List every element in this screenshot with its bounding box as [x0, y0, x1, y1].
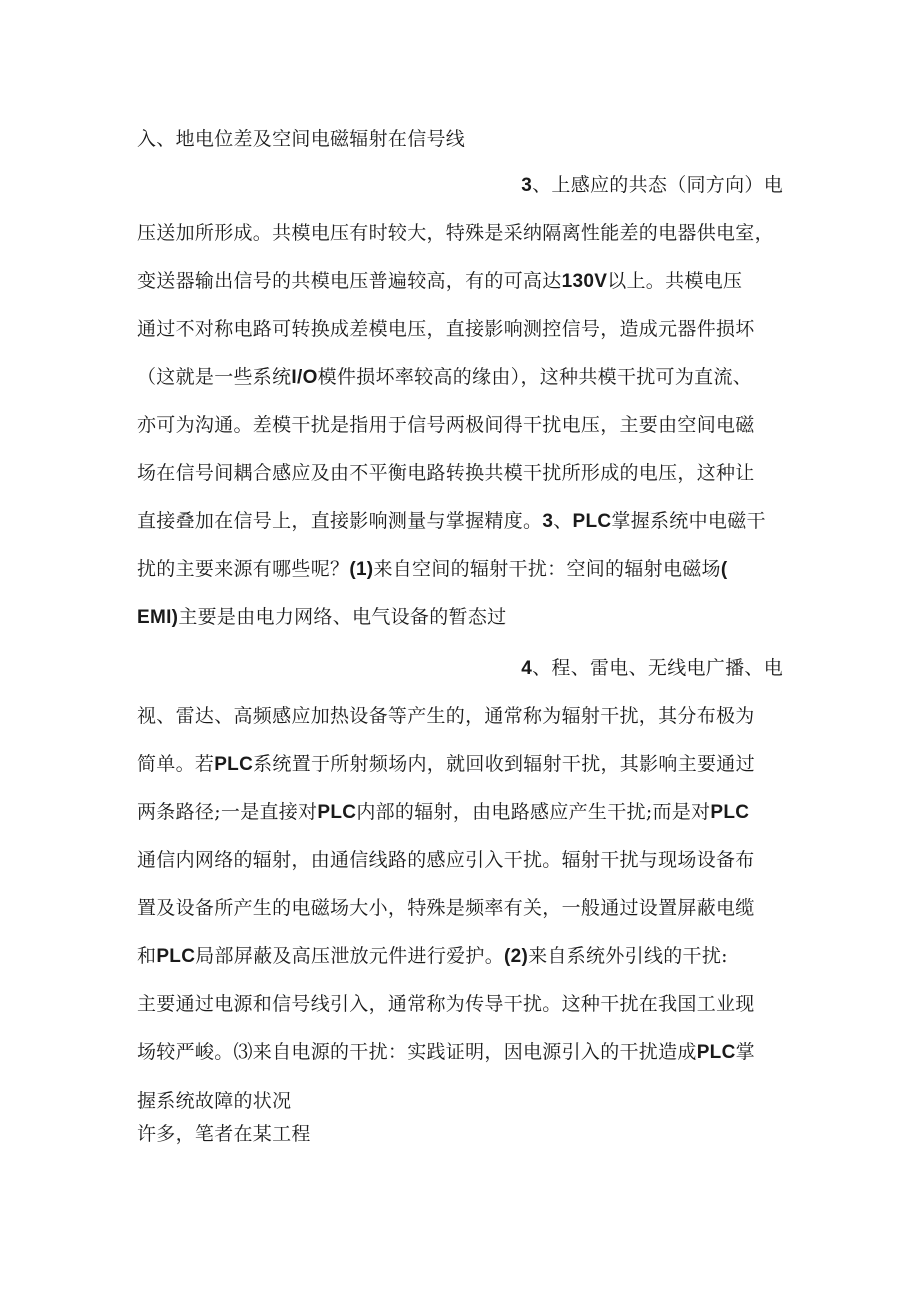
- text-line-9: 直接叠加在信号上，直接影响测量与掌握精度。3、PLC掌握系统中电磁干: [137, 510, 766, 532]
- text-line-2: 3、上感应的共态（同方向）电: [521, 174, 783, 196]
- text-line-14: 简单。若PLC系统置于所射频场内，就回收到辐射干扰，其影响主要通过: [137, 753, 755, 775]
- text-line-6: （这就是一些系统I/O模件损坏率较高的缘由），这种共模干扰可为直流、: [137, 366, 753, 388]
- text-line-11: EMI)主要是由电力网络、电气设备的暂态过: [137, 606, 507, 628]
- text-line-7: 亦可为沟通。差模干扰是指用于信号两极间得干扰电压，主要由空间电磁: [137, 414, 755, 436]
- text-line-16: 通信内网络的辐射，由通信线路的感应引入干扰。辐射干扰与现场设备布: [137, 849, 755, 871]
- text-line-8: 场在信号间耦合感应及由不平衡电路转换共模干扰所形成的电压，这种让: [137, 462, 755, 484]
- text-line-17: 置及设备所产生的电磁场大小，特殊是频率有关，一般通过设置屏蔽电缆: [137, 897, 755, 919]
- text-line-12: 4、程、雷电、无线电广播、电: [521, 657, 783, 679]
- text-line-13: 视、雷达、高频感应加热设备等产生的，通常称为辐射干扰，其分布极为: [137, 705, 755, 727]
- text-line-3: 压送加所形成。共模电压有时较大，特殊是采纳隔离性能差的电器供电室，: [137, 222, 774, 244]
- text-line-15: 两条路径;一是直接对PLC内部的辐射，由电路感应产生干扰;而是对PLC: [137, 801, 750, 823]
- text-line-19: 主要通过电源和信号线引入，通常称为传导干扰。这种干扰在我国工业现: [137, 993, 755, 1015]
- text-line-5: 通过不对称电路可转换成差模电压，直接影响测控信号，造成元器件损坏: [137, 318, 755, 340]
- text-line-20: 场较严峻。⑶来自电源的干扰：实践证明，因电源引入的干扰造成PLC掌: [137, 1041, 755, 1063]
- text-line-4: 变送器输出信号的共模电压普遍较高，有的可高达130V以上。共模电压: [137, 270, 743, 292]
- text-line-18: 和PLC局部屏蔽及高压泄放元件进行爱护。(2)来自系统外引线的干扰:: [137, 945, 728, 967]
- text-line-10: 扰的主要来源有哪些呢？(1)来自空间的辐射干扰：空间的辐射电磁场(: [137, 558, 728, 580]
- text-line-1: 入、地电位差及空间电磁辐射在信号线: [137, 128, 466, 150]
- text-line-21: 握系统故障的状况: [137, 1090, 292, 1112]
- text-line-22: 许多，笔者在某工程: [137, 1123, 311, 1145]
